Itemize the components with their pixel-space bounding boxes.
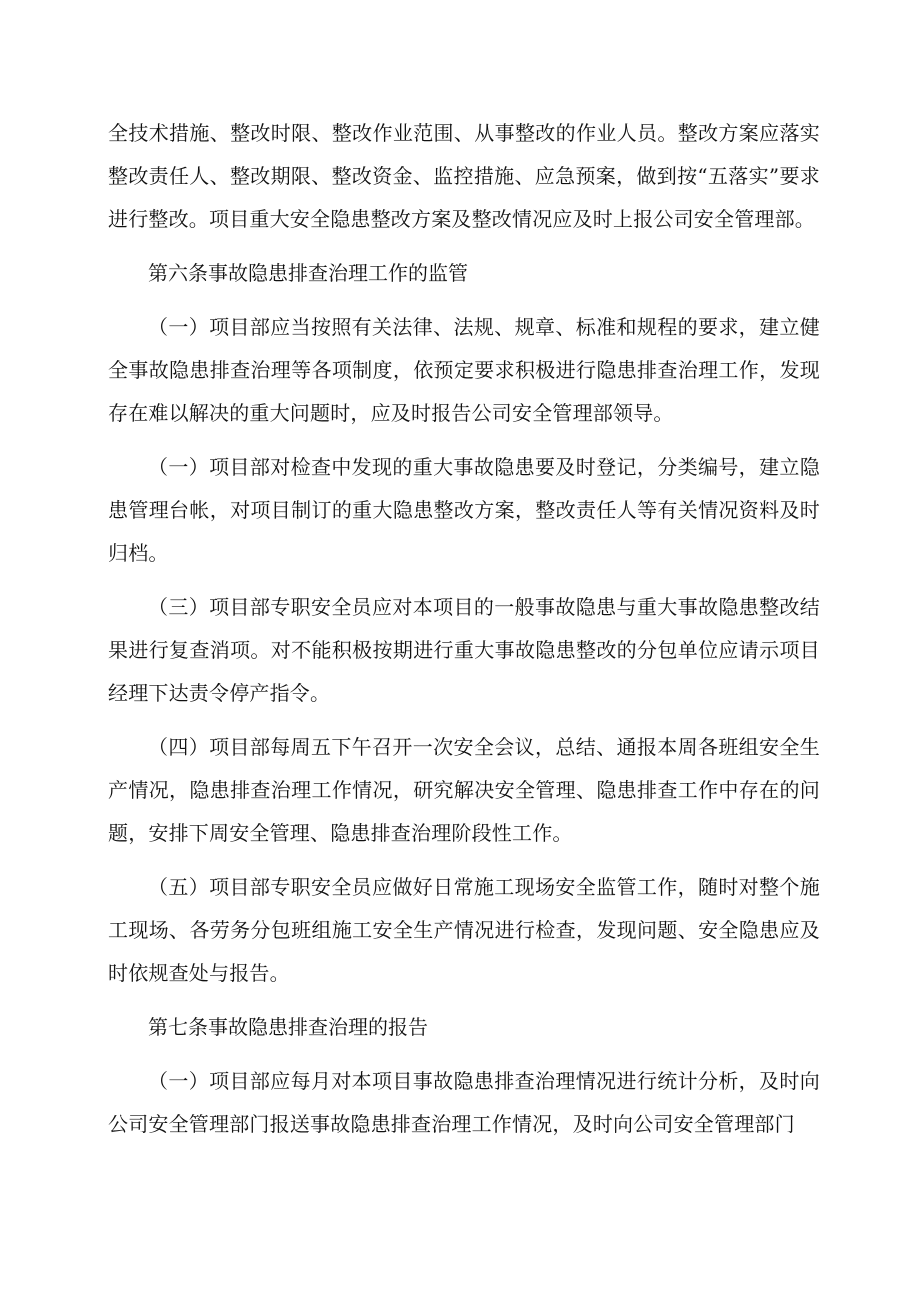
paragraph-article-six-item-5: （五）项目部专职安全员应做好日常施工现场安全监管工作，随时对整个施工现场、各劳务分包班组施工安全生产情况进行检查，发现问题、安全隐患应及时依规查处与报告。 [108,875,820,985]
article-six-heading: 第六条事故隐患排查治理工作的监管 [148,261,468,285]
paragraph-continued-rectification: 全技术措施、整改时限、整改作业范围、从事整改的作业人员。整改方案应落实整改责任人、整改期限、整改资金、监控措施、应急预案，做到按“五落实”要求进行整改。项目重大安全隐患整改方案及整改情况应及时上报公司安全管理部。 [108,121,820,231]
paragraph-article-six-item-2: （一）项目部对检查中发现的重大事故隐患要及时登记，分类编号，建立隐患管理台帐，对项目制订的重大隐患整改方案，整改责任人等有关情况资料及时归档。 [108,455,820,565]
article-seven-heading: 第七条事故隐患排查治理的报告 [148,1015,428,1039]
document-body [108,112,820,1157]
paragraph-article-six-item-4: （四）项目部每周五下午召开一次安全会议，总结、通报本周各班组安全生产情况，隐患排查治理工作情况，研究解决安全管理、隐患排查工作中存在的问题，安排下周安全管理、隐患排查治理阶段性工作。 [108,735,820,845]
paragraph-article-six-item-3: （三）项目部专职安全员应对本项目的一般事故隐患与重大事故隐患整改结果进行复查消项。对不能积极按期进行重大事故隐患整改的分包单位应请示项目经理下达责令停产指令。 [108,595,820,705]
paragraph-article-seven-item-1: （一）项目部应每月对本项目事故隐患排查治理情况进行统计分析，及时向公司安全管理部门报送事故隐患排查治理工作情况，及时向公司安全管理部门 [108,1069,820,1136]
paragraph-article-six-item-1: （一）项目部应当按照有关法律、法规、规章、标准和规程的要求，建立健全事故隐患排查治理等各项制度，依预定要求积极进行隐患排查治理工作，发现存在难以解决的重大问题时，应及时报告公司安全管理部领导。 [108,315,820,425]
